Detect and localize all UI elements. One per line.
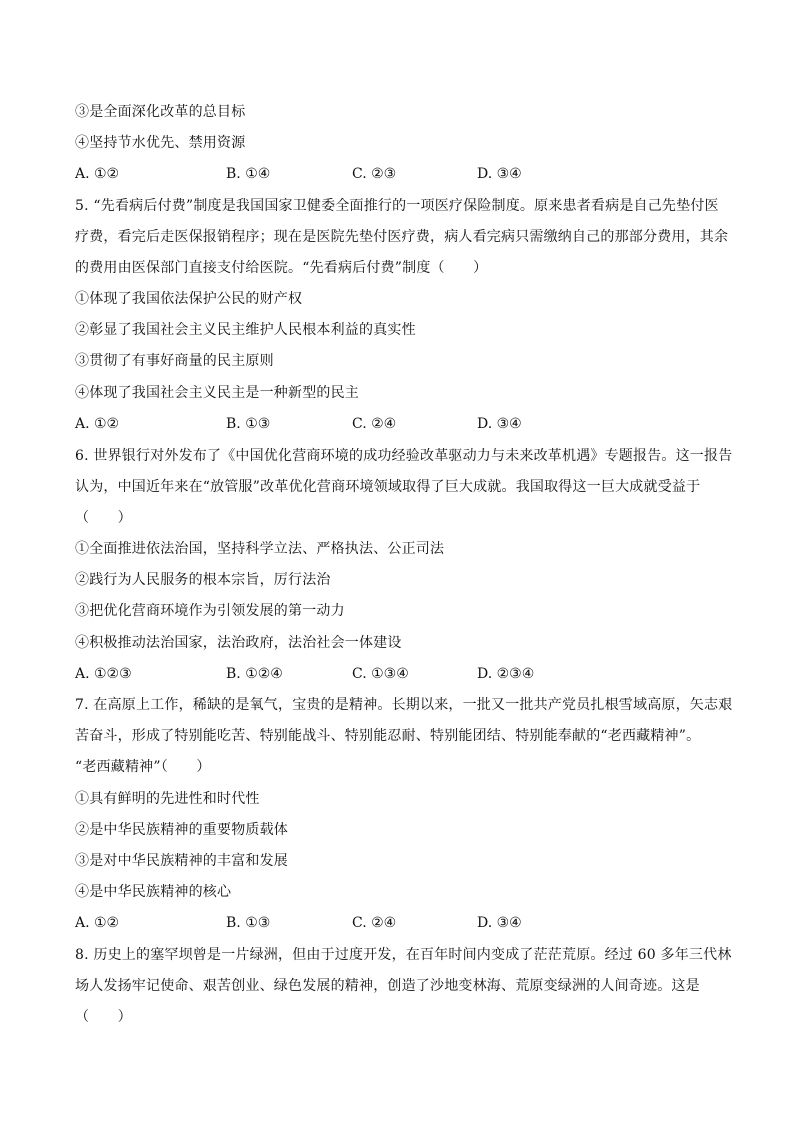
q7-stem-line-2: 苦奋斗，形成了特别能吃苦、特别能战斗、特别能忍耐、特别能团结、特别能奉献的“老西藏精神”。	[75, 728, 701, 744]
q6-item-2: ②践行为人民服务的根本宗旨，厉行法治	[75, 572, 331, 588]
q4-option-b[interactable]: B. ①④	[226, 166, 271, 182]
q7-stem-line-1: 7. 在高原上工作，稀缺的是氧气，宝贵的是精神。长期以来，一批又一批共产党员扎根雪域高原，矢志艰	[75, 697, 733, 713]
q7-option-b[interactable]: B. ①③	[226, 915, 271, 931]
q7-item-2: ②是中华民族精神的重要物质载体	[75, 822, 288, 838]
q4-item-3: ③是全面深化改革的总目标	[75, 104, 246, 120]
q5-item-3: ③贯彻了有事好商量的民主原则	[75, 353, 274, 369]
q6-stem-line-2: 认为，中国近年来在“放管服”改革优化营商环境领域取得了巨大成就。我国取得这一巨大成就受益于	[75, 479, 701, 495]
q6-item-4: ④积极推动法治国家，法治政府，法治社会一体建设	[75, 635, 402, 651]
q4-options	[75, 164, 725, 184]
q4-option-d[interactable]: D. ③④	[477, 166, 522, 182]
q4-option-c[interactable]: C. ②③	[352, 166, 397, 182]
q7-option-d[interactable]: D. ③④	[477, 915, 522, 931]
q8-stem-line-1: 8. 历史上的塞罕坝曾是一片绿洲，但由于过度开发，在百年时间内变成了茫茫荒原。经过 60 多年三代林	[75, 947, 732, 963]
q5-stem-line-3: 的费用由医保部门直接支付给医院。“先看病后付费”制度（ ）	[75, 260, 488, 276]
q6-options	[75, 664, 725, 684]
q6-item-1: ①全面推进依法治国，坚持科学立法、严格执法、公正司法	[75, 541, 445, 557]
q5-item-1: ①体现了我国依法保护公民的财产权	[75, 291, 303, 307]
q5-options	[75, 414, 725, 434]
q6-stem-line-3: （ ）	[75, 510, 132, 526]
q5-item-2: ②彰显了我国社会主义民主维护人民根本利益的真实性	[75, 322, 416, 338]
q6-option-b[interactable]: B. ①②④	[226, 666, 283, 682]
q4-item-4: ④坚持节水优先、禁用资源	[75, 135, 246, 151]
q7-item-3: ③是对中华民族精神的丰富和发展	[75, 853, 288, 869]
q6-option-a[interactable]: A. ①②③	[75, 666, 132, 682]
q7-option-c[interactable]: C. ②④	[352, 915, 397, 931]
q6-option-c[interactable]: C. ①③④	[352, 666, 409, 682]
q5-option-d[interactable]: D. ③④	[477, 416, 522, 432]
q7-option-a[interactable]: A. ①②	[75, 915, 120, 931]
q8-stem-line-2: 场人发扬牢记使命、艰苦创业、绿色发展的精神，创造了沙地变林海、荒原变绿洲的人间奇迹。这是	[75, 978, 700, 994]
q4-option-a[interactable]: A. ①②	[75, 166, 120, 182]
q5-item-4: ④体现了我国社会主义民主是一种新型的民主	[75, 385, 359, 401]
q6-item-3: ③把优化营商环境作为引领发展的第一动力	[75, 603, 345, 619]
q6-stem-line-1: 6. 世界银行对外发布了《中国优化营商环境的成功经验改革驱动力与未来改革机遇》专题报告。这一报告	[75, 448, 733, 464]
q5-option-b[interactable]: B. ①③	[226, 416, 271, 432]
q7-item-1: ①具有鲜明的先进性和时代性	[75, 791, 260, 807]
q8-stem-line-3: （ ）	[75, 1009, 132, 1025]
q7-stem-line-3: “老西藏精神”（ ）	[75, 759, 211, 775]
q5-stem-line-1: 5. “先看病后付费”制度是我国国家卫健委全面推行的一项医疗保险制度。原来患者看病是自己先垫付医	[75, 198, 719, 214]
q5-option-c[interactable]: C. ②④	[352, 416, 397, 432]
q5-stem-line-2: 疗费，看完后走医保报销程序；现在是医院先垫付医疗费，病人看完病只需缴纳自己的那部分费用，其余	[75, 229, 729, 245]
q7-item-4: ④是中华民族精神的核心	[75, 884, 232, 900]
q6-option-d[interactable]: D. ②③④	[477, 666, 535, 682]
q7-options	[75, 913, 725, 933]
q5-option-a[interactable]: A. ①②	[75, 416, 120, 432]
